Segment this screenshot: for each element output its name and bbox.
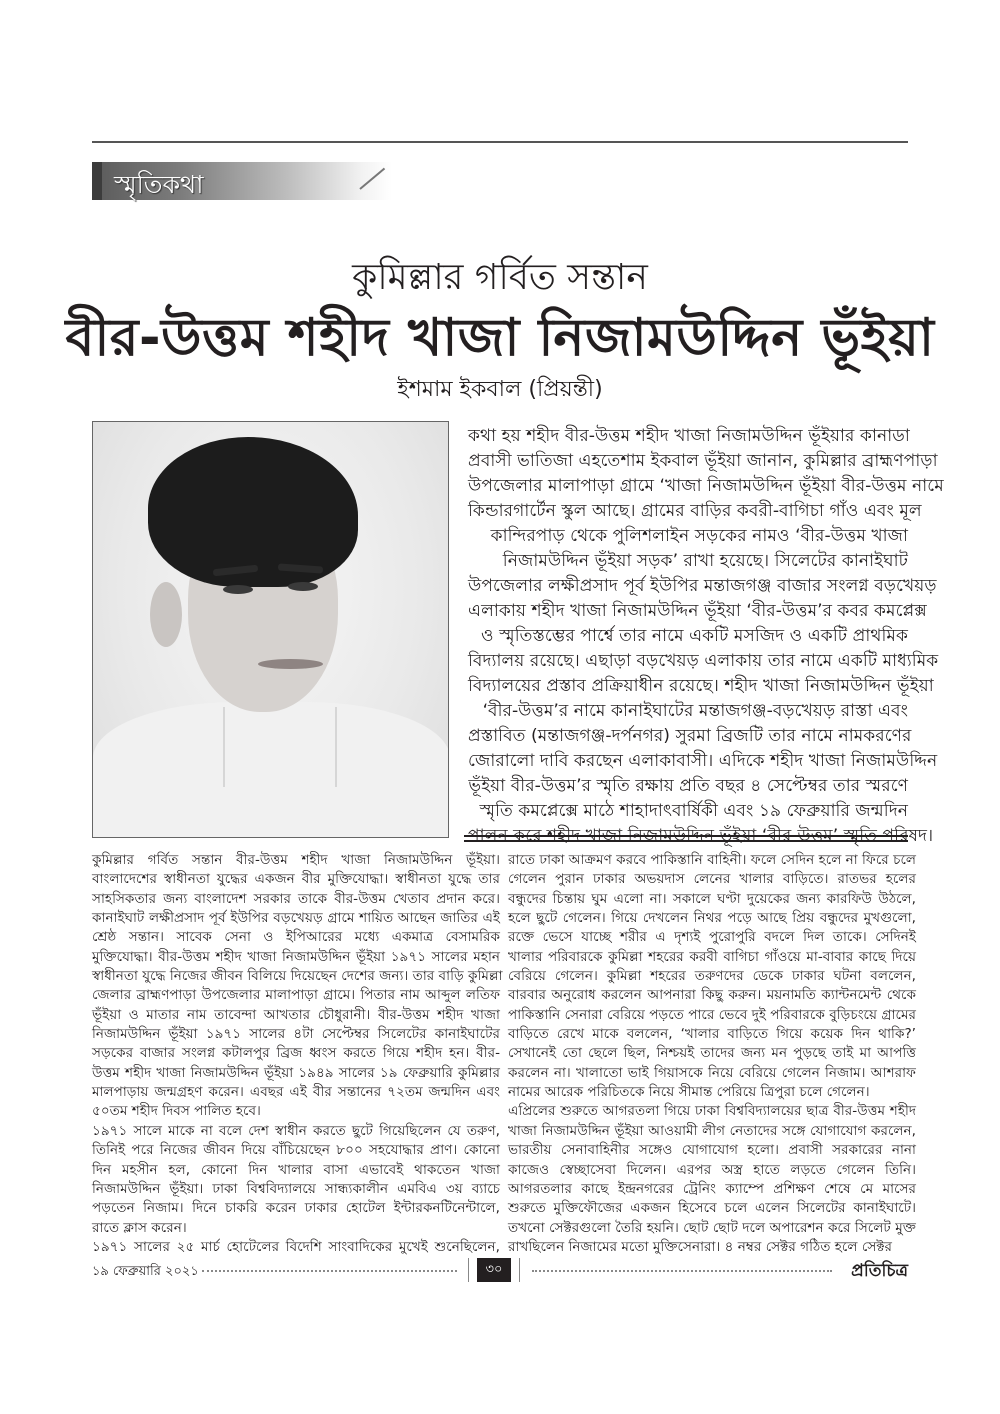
text-line: নামের আরেক পরিচিতকে নিয়ে সীমান্ত পেরিয়ে ত্রিপুরা চলে গেলেন।: [508, 1084, 870, 1101]
text-line: বিদ্যালয় রয়েছে। এছাড়া বড়খেয়ড় এলাকায় তার নামে একটি মাধ্যমিক: [468, 651, 939, 671]
photo-ear: [150, 582, 182, 647]
section-tag-label: স্মৃতিকথা: [114, 170, 204, 199]
photo-collar: [223, 707, 337, 787]
text-line: এপ্রিলের শুরুতে আগরতলা গিয়ে ঢাকা বিশ্ববিদ্যালয়ের ছাত্র বীর-উত্তম শহীদ: [508, 1103, 916, 1120]
text-line: সড়কের বাজার সংলগ্ন কটালপুর ব্রিজ ধ্বংস করতে গিয়ে শহীদ হন। বীর-: [92, 1045, 500, 1062]
text-line: রাখছিলেন নিজামের মতো মুক্তিসেনারা। ৪ নম্বর সেক্টর গঠিত হলে সেক্টর: [508, 1238, 892, 1255]
text-line: নিজামউদ্দিন ভূঁইয়া সড়ক’ রাখা হয়েছে। সিলেটের কানাইঘাট: [502, 551, 908, 571]
text-line: বন্ধুদের চিন্তায় ঘুম এলো না। সকালে ঘণ্টা দুয়েকের জন্য কারফিউ উঠলে,: [508, 890, 916, 907]
page-number: ৩০: [477, 1258, 511, 1282]
double-divider: [464, 835, 908, 842]
text-line: কান্দিরপাড় থেকে পুলিশলাইন সড়কের নামও ‘বীর-উত্তম খাজা: [490, 526, 908, 546]
text-line: বাড়িতে রেখে মাকে বললেন, ‘খালার বাড়িতে গিয়ে কয়েক দিন থাকি?’: [508, 1026, 916, 1043]
text-line: ভারতীয় সেনাবাহিনীর সঙ্গেও যোগাযোগ হলো। প্রবাসী সরকারের নানা: [508, 1142, 916, 1159]
text-line: প্রস্তাবিত (মন্তাজগঞ্জ-দর্পনগর) সুরমা ব্রিজটি তার নামে নামকরণের: [468, 726, 912, 746]
text-line: ১৯৭১ সালে মাকে না বলে দেশ স্বাধীন করতে ছুটে গিয়েছিলেন যে তরুণ,: [92, 1122, 500, 1139]
text-line: শ্রেষ্ঠ সন্তান। সাবেক সেনা ও ইপিআরের মধ্যে একমাত্র বেসামরিক: [92, 929, 500, 946]
text-line: উপজেলার মালাপাড়া গ্রামে ‘খাজা নিজামউদ্দিন ভূঁইয়া বীর-উত্তম নামে: [468, 476, 944, 496]
text-line: হলে ছুটে গেলেন। গিয়ে দেখলেন নিথর পড়ে আছে প্রিয় বন্ধুদের মুখগুলো,: [508, 910, 916, 927]
text-line: স্মৃতি কমপ্লেক্সে মাঠে শাহাদাৎবার্ষিকী এবং ১৯ ফেব্রুয়ারি জন্মদিন: [479, 801, 908, 821]
text-line: ভূঁইয়া ও মাতার নাম তাবেন্দা আখতার চৌধুরানী। বীর-উত্তম শহীদ খাজা: [92, 1006, 500, 1023]
text-line: সাহসিকতার জন্য বাংলাদেশ সরকার তাকে বীর-উত্তম খেতাব প্রদান করে।: [92, 890, 500, 907]
text-line: সেখানেই তো ছেলে ছিল, নিশ্চয়ই তাদের জন্য মন পুড়ছে তাই মা আপত্তি: [508, 1045, 916, 1062]
text-line: প্রবাসী ভাতিজা এহতেশাম ইকবাল ভূঁইয়া জানান, কুমিল্লার ব্রাহ্মণপাড়া: [468, 451, 938, 471]
text-line: পড়তেন নিজাম। দিনে চাকরি করেন ঢাকার হোটেল ইন্টারকনটিনেন্টালে,: [92, 1200, 500, 1217]
text-line: নিজামউদ্দিন ভূঁইয়া। ঢাকা বিশ্ববিদ্যালয়ে সান্ধ্যকালীন এমবিএ ৩য় ব্যাচে: [92, 1180, 500, 1197]
footer-date: ১৯ ফেব্রুয়ারি ২০২১: [92, 1264, 199, 1279]
magazine-name: প্রতিচিত্র: [851, 1261, 908, 1281]
photo-eye-right: [288, 582, 318, 591]
article-subtitle: কুমিল্লার গর্বিত সন্তান: [352, 257, 648, 298]
text-line: ভূঁইয়া বীর-উত্তম’র স্মৃতি রক্ষায় প্রতি বছর ৪ সেপ্টেম্বর তার স্মরণে: [468, 776, 908, 796]
text-line: কুমিল্লার গর্বিত সন্তান বীর-উত্তম শহীদ খাজা নিজামউদ্দিন ভূঁইয়া।: [92, 852, 500, 868]
section-tag-edge: [92, 162, 102, 200]
footer-dotted-leader-left: [202, 1270, 457, 1272]
text-line: ‘বীর-উত্তম’র নামে কানাইঘাটের মন্তাজগঞ্জ-বড়খেয়ড় রাস্তা এবং: [482, 701, 908, 721]
photo-eye-left: [223, 585, 253, 594]
text-line: মালপাড়ায় জন্মগ্রহণ করেন। এবছর এই বীর সন্তানের ৭২তম জন্মদিন এবং: [92, 1084, 500, 1101]
text-line: কাজেও স্বেচ্ছাসেবা দিলেন। এরপর অস্ত্র হাতে লড়তে গেলেন তিনি।: [508, 1161, 916, 1178]
text-line: দিন মহসীন হল, কোনো দিন খালার বাসা এভাবেই থাকতেন খাজা: [92, 1161, 500, 1178]
text-line: বারবার অনুরোধ করলেন আপনারা কিছু করুন। ময়নামতি ক্যান্টনমেন্ট থেকে: [508, 987, 916, 1004]
text-line: রাতে ক্লাস করেন।: [92, 1219, 187, 1236]
text-line: জেলার ব্রাহ্মণপাড়া উপজেলার মালাপাড়া গ্রামে। পিতার নাম আব্দুল লতিফ: [92, 987, 500, 1004]
text-line: কানাইঘাট লক্ষীপ্রসাদ পূর্ব ইউপির বড়খেয়ড় গ্রামে শায়িত আছেন জাতির এই: [92, 910, 500, 927]
text-line: পালন করে শহীদ খাজা নিজামউদ্দিন ভূঁইয়া ‘বীর-উত্তম’ স্মৃতি পরিষদ।: [468, 826, 934, 846]
photo-mouth: [258, 659, 323, 669]
portrait-photo: [92, 421, 449, 838]
text-line: বেরিয়ে গেলেন। কুমিল্লা শহরের তরুণদের ডেকে ঢাকার ঘটনা বললেন,: [508, 968, 916, 985]
intro-column: [468, 424, 944, 849]
top-rule: [92, 141, 908, 143]
text-line: শুরুতে মুক্তিফৌজের একজন হিসেবে চলে এলেন সিলেটের কানাইঘাটে।: [508, 1200, 916, 1217]
text-line: তিনিই পরে নিজের জীবন দিয়ে বাঁচিয়েছেন ৮০০ সহযোদ্ধার প্রাণ। কোনো: [92, 1142, 500, 1159]
footer-bar-left: [468, 1258, 469, 1282]
text-line: করলেন না। খালাতো ভাই গিয়াসকে নিয়ে বেরিয়ে গেলেন নিজাম। আশরাফ: [508, 1064, 916, 1081]
text-line: উপজেলার লক্ষীপ্রসাদ পূর্ব ইউপির মন্তাজগঞ্জ বাজার সংলগ্ন বড়খেয়ড়: [468, 576, 937, 596]
text-line: বাংলাদেশের স্বাধীনতা যুদ্ধের একজন বীর মুক্তিযোদ্ধা। স্বাধীনতা যুদ্ধে তার: [92, 871, 500, 888]
text-line: ৫০তম শহীদ দিবস পালিত হবে।: [92, 1103, 261, 1120]
text-line: আগরতলার কাছে ইন্দ্রনগরের ট্রেনিং ক্যাম্পে প্রশিক্ষণ শেষে মে মাসের: [508, 1180, 916, 1197]
text-line: বিদ্যালয়ের প্রস্তাব প্রক্রিয়াধীন রয়েছে। শহীদ খাজা নিজামউদ্দিন ভূঁইয়া: [468, 676, 934, 696]
text-line: খাজা নিজামউদ্দিন ভূঁইয়া আওয়ামী লীগ নেতাদের সঙ্গে যোগাযোগ করলেন,: [508, 1122, 916, 1139]
text-line: রক্তে ভেসে যাচ্ছে শরীর এ দৃশ্যই পুরোপুরি বদলে দিল তাকে। সেদিনই: [508, 929, 916, 946]
text-line: কথা হয় শহীদ বীর-উত্তম শহীদ খাজা নিজামউদ্দিন ভূঁইয়ার কানাডা: [468, 426, 910, 446]
text-line: খালার পরিবারকে কুমিল্লা শহরের করবী বাগিচা গাঁওয়ে মা-বাবার কাছে দিয়ে: [508, 948, 916, 965]
article-byline: ইশমাম ইকবাল (প্রিয়ন্তী): [397, 377, 603, 402]
text-line: এলাকায় শহীদ খাজা নিজামউদ্দিন ভূঁইয়া ‘বীর-উত্তম’র কবর কমপ্লেক্স: [468, 601, 927, 621]
text-line: তখনো সেক্টরগুলো তৈরি হয়নি। ছোট ছোট দলে অপারেশন করে সিলেট মুক্ত: [508, 1219, 916, 1236]
text-line: ১৯৭১ সালের ২৫ মার্চ হোটেলের বিদেশি সাংবাদিকের মুখেই শুনেছিলেন,: [92, 1238, 500, 1255]
text-line: উত্তম শহীদ খাজা নিজামউদ্দিন ভূঁইয়া ১৯৪৯ সালের ১৯ ফেব্রুয়ারি কুমিল্লার: [92, 1064, 500, 1081]
text-line: ও স্মৃতিস্তম্ভের পার্শ্বে তার নামে একটি মসজিদ ও একটি প্রাথমিক: [481, 626, 908, 646]
footer-bar-right: [519, 1258, 520, 1282]
page-footer: [92, 1258, 908, 1282]
text-line: পাকিস্তানি সেনারা বেরিয়ে পড়তে পারে ভেবে দুই পরিবারকে বুড়িচংয়ে গ্রামের: [508, 1006, 916, 1023]
body-column-left: [92, 851, 503, 1257]
text-line: মুক্তিযোদ্ধা। বীর-উত্তম শহীদ খাজা নিজামউদ্দিন ভূঁইয়া ১৯৭১ সালের মহান: [92, 948, 500, 965]
text-line: গেলেন পুরান ঢাকার অভয়দাস লেনের খালার বাড়িতে। রাতভর হলের: [508, 871, 916, 888]
text-line: কিন্ডারগার্টেন স্কুল আছে। গ্রামের বাড়ির কবরী-বাগিচা গাঁও এবং মূল: [468, 501, 922, 521]
section-tag: [92, 162, 392, 200]
footer-dotted-leader-right: [532, 1270, 832, 1272]
text-line: স্বাধীনতা যুদ্ধে নিজের জীবন বিলিয়ে দিয়েছেন দেশের জন্য। তার বাড়ি কুমিল্লা: [92, 968, 503, 985]
article-title: বীর-উত্তম শহীদ খাজা নিজামউদ্দিন ভূঁইয়া: [65, 308, 935, 368]
body-column-right: [508, 851, 916, 1257]
text-line: নিজামউদ্দিন ভূঁইয়া ১৯৭১ সালের ৪টা সেপ্টেম্বর সিলেটের কানাইঘাটের: [92, 1026, 500, 1043]
text-line: জোরালো দাবি করছেন এলাকাবাসী। এদিকে শহীদ খাজা নিজামউদ্দিন: [468, 751, 938, 771]
text-line: রাতে ঢাকা আক্রমণ করবে পাকিস্তানি বাহিনী। ফলে সেদিন হলে না ফিরে চলে: [508, 852, 917, 868]
